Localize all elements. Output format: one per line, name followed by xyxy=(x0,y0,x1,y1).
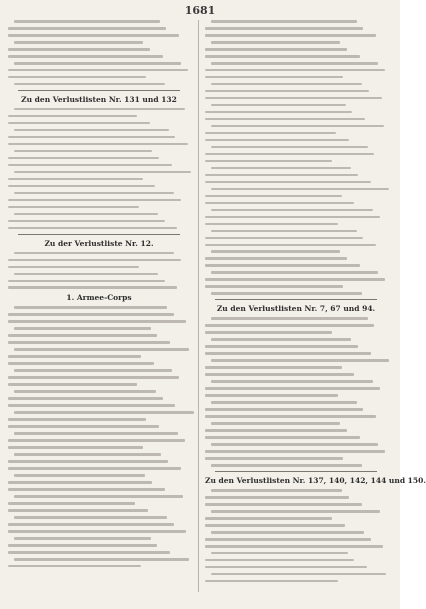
text-line xyxy=(14,432,178,435)
section-rule xyxy=(18,90,180,91)
text-line xyxy=(205,450,385,453)
text-line xyxy=(205,436,360,439)
text-line xyxy=(211,422,340,425)
text-line xyxy=(211,443,378,446)
text-line xyxy=(211,271,378,274)
text-line xyxy=(8,206,139,209)
text-line xyxy=(205,457,343,460)
section-heading: Zu den Verlustlisten Nr. 137, 140, 142, 144 und 150. xyxy=(205,476,426,486)
text-line xyxy=(205,345,358,348)
text-line xyxy=(211,338,351,341)
section-rule xyxy=(215,299,377,300)
text-line xyxy=(8,185,155,188)
column-divider xyxy=(198,20,199,592)
text-line xyxy=(205,429,347,432)
text-line xyxy=(14,213,158,216)
text-line xyxy=(8,565,141,568)
text-line xyxy=(205,264,360,267)
text-line xyxy=(8,286,177,289)
text-line xyxy=(8,425,159,428)
text-line xyxy=(205,331,332,334)
text-line xyxy=(8,439,185,442)
text-line xyxy=(205,118,365,121)
text-line xyxy=(205,48,347,51)
text-line xyxy=(205,566,367,569)
text-line xyxy=(211,188,389,191)
text-line xyxy=(205,76,343,79)
text-line xyxy=(8,551,170,554)
text-line xyxy=(14,474,145,477)
text-line xyxy=(211,125,384,128)
text-line xyxy=(14,83,165,86)
text-line xyxy=(205,545,383,548)
text-line xyxy=(8,122,150,125)
text-line xyxy=(205,132,336,135)
text-line xyxy=(8,544,157,547)
text-line xyxy=(8,220,165,223)
text-line xyxy=(14,129,169,132)
text-line xyxy=(211,292,362,295)
text-line xyxy=(14,252,174,255)
text-line xyxy=(14,390,156,393)
text-line xyxy=(8,48,150,51)
text-line xyxy=(205,517,332,520)
text-line xyxy=(205,324,374,327)
text-line xyxy=(8,76,146,79)
text-line xyxy=(8,164,172,167)
text-line xyxy=(205,580,338,583)
text-line xyxy=(14,192,174,195)
text-line xyxy=(205,373,354,376)
text-line xyxy=(8,341,170,344)
text-line xyxy=(211,510,380,513)
text-line xyxy=(8,509,148,512)
text-line xyxy=(211,41,340,44)
text-line xyxy=(205,408,363,411)
section-rule xyxy=(18,234,180,235)
text-line xyxy=(211,531,364,534)
text-line xyxy=(205,538,371,541)
text-line xyxy=(205,352,371,355)
text-line xyxy=(8,530,186,533)
text-line xyxy=(8,227,177,230)
text-line xyxy=(211,573,386,576)
text-line xyxy=(211,167,351,170)
text-line xyxy=(205,278,385,281)
text-line xyxy=(211,146,368,149)
text-line xyxy=(205,34,376,37)
text-line xyxy=(14,411,194,414)
section-heading: Zu den Verlustlisten Nr. 131 und 132 xyxy=(21,94,177,104)
text-line xyxy=(205,90,369,93)
text-line xyxy=(205,415,376,418)
text-line xyxy=(8,362,154,365)
text-line xyxy=(14,327,151,330)
text-line xyxy=(205,496,349,499)
text-line xyxy=(211,359,389,362)
text-line xyxy=(8,157,159,160)
text-line xyxy=(205,55,360,58)
section-heading: Zu den Verlustlisten Nr. 7, 67 und 94. xyxy=(216,304,376,314)
text-line xyxy=(205,216,380,219)
text-line xyxy=(8,383,137,386)
text-line xyxy=(205,503,362,506)
text-line xyxy=(205,223,338,226)
text-line xyxy=(14,348,189,351)
text-line xyxy=(14,369,172,372)
text-line xyxy=(205,139,349,142)
section-heading: Zu der Verlustliste Nr. 12. xyxy=(44,238,154,248)
text-line xyxy=(14,495,183,498)
text-line xyxy=(211,317,368,320)
text-line xyxy=(205,366,342,369)
text-line xyxy=(14,306,167,309)
text-line xyxy=(211,209,373,212)
text-line xyxy=(205,111,352,114)
text-line xyxy=(205,524,345,527)
text-line xyxy=(8,418,146,421)
text-line xyxy=(14,62,181,65)
text-line xyxy=(14,453,161,456)
text-line xyxy=(211,20,357,23)
text-line xyxy=(205,387,380,390)
text-line xyxy=(211,489,342,492)
text-line xyxy=(205,97,382,100)
left-column xyxy=(8,20,190,592)
text-line xyxy=(211,83,362,86)
text-line xyxy=(8,334,157,337)
text-line xyxy=(8,34,179,37)
text-line xyxy=(205,394,338,397)
text-line xyxy=(8,259,181,262)
text-line xyxy=(205,257,347,260)
text-line xyxy=(8,143,188,146)
text-line xyxy=(8,69,188,72)
text-line xyxy=(211,464,362,467)
text-line xyxy=(211,552,348,555)
text-line xyxy=(8,446,143,449)
text-line xyxy=(211,380,373,383)
text-line xyxy=(8,55,163,58)
text-line xyxy=(8,27,166,30)
text-line xyxy=(14,20,160,23)
text-line xyxy=(205,27,363,30)
text-line xyxy=(8,266,139,269)
section-heading: 1. Armee-Corps xyxy=(66,293,132,303)
text-line xyxy=(14,108,185,111)
text-line xyxy=(8,313,174,316)
text-line xyxy=(211,250,340,253)
text-line xyxy=(205,174,358,177)
text-line xyxy=(8,320,186,323)
text-line xyxy=(8,280,165,283)
text-line xyxy=(205,160,332,163)
text-line xyxy=(8,460,168,463)
right-column xyxy=(205,20,426,592)
text-line xyxy=(8,355,141,358)
text-line xyxy=(14,537,151,540)
text-line xyxy=(205,244,376,247)
text-line xyxy=(211,401,357,404)
text-line xyxy=(8,199,181,202)
text-line xyxy=(205,237,363,240)
text-line xyxy=(211,62,378,65)
text-line xyxy=(14,150,152,153)
text-line xyxy=(8,481,152,484)
text-line xyxy=(205,202,354,205)
text-line xyxy=(8,136,175,139)
text-line xyxy=(14,558,189,561)
text-line xyxy=(205,69,385,72)
text-line xyxy=(14,516,167,519)
text-line xyxy=(211,230,357,233)
text-line xyxy=(205,181,371,184)
text-line xyxy=(8,178,143,181)
text-line xyxy=(14,273,158,276)
text-line xyxy=(205,559,354,562)
text-line xyxy=(205,195,342,198)
text-line xyxy=(211,104,346,107)
text-line xyxy=(8,467,181,470)
text-line xyxy=(14,41,143,44)
text-line xyxy=(8,523,174,526)
text-line xyxy=(205,285,343,288)
text-line xyxy=(8,397,163,400)
text-line xyxy=(8,502,135,505)
text-line xyxy=(205,153,374,156)
text-line xyxy=(8,404,175,407)
page-number: 1681 xyxy=(184,4,216,17)
text-line xyxy=(14,171,191,174)
section-rule xyxy=(215,471,377,472)
text-line xyxy=(8,376,179,379)
text-line xyxy=(8,488,165,491)
text-line xyxy=(8,115,137,118)
